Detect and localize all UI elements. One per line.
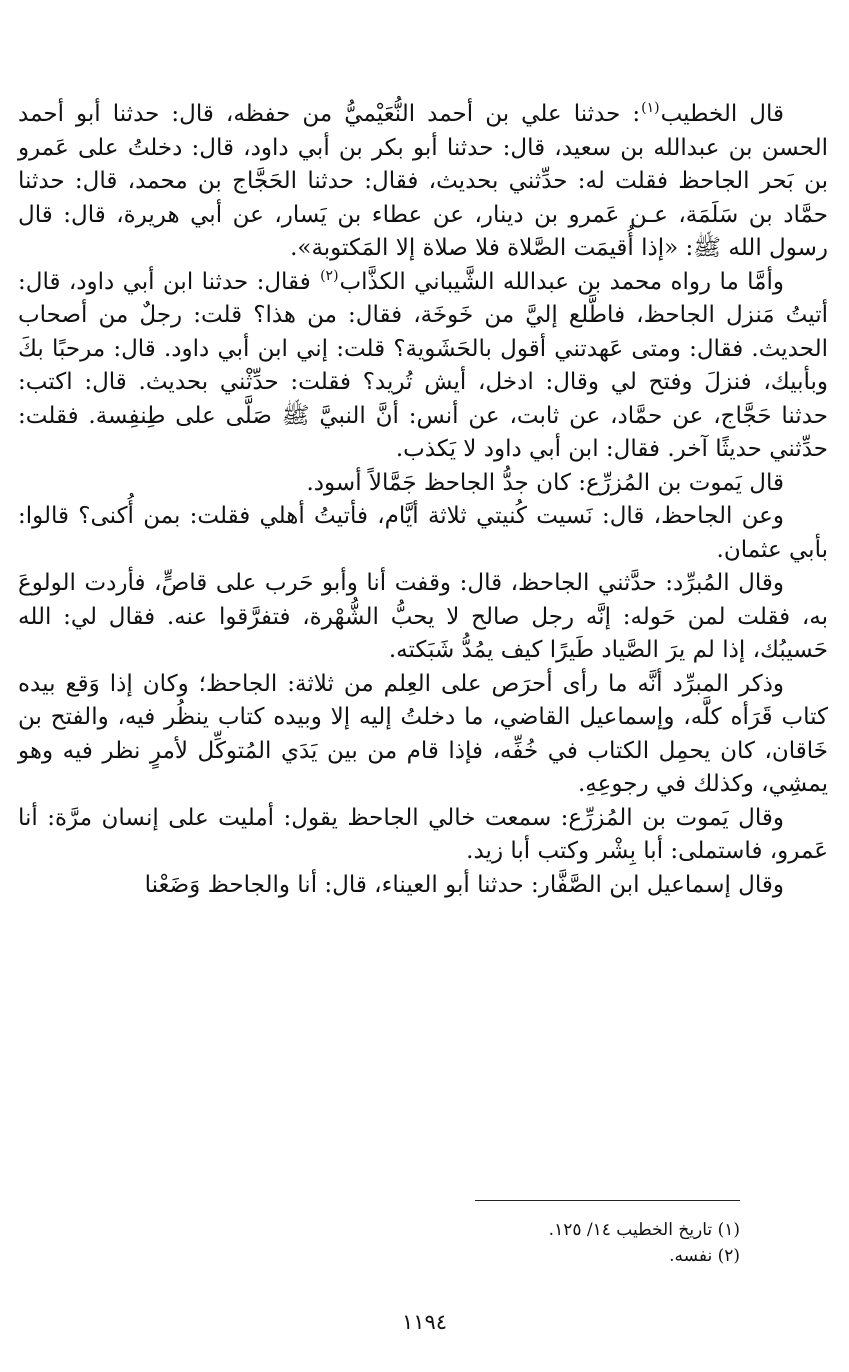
paragraph-text: وقال يَموت بن المُزرِّع: سمعت خالي الجاحظ يقول: أمليت على إنسان مرَّة: أنا عَمرو، فاستملى: أبا بِشْر وكتب أبا زيد. (18, 804, 828, 864)
book-page (18, 0, 828, 1372)
paragraph-text: قال يَموت بن المُزرِّع: كان جدُّ الجاحظ جَمَّالاً أسود. (306, 469, 784, 496)
paragraph (18, 98, 828, 266)
paragraph-text: وعن الجاحظ، قال: نَسيت كُنيتي ثلاثة أيَّام، فأتيتُ أهلي فقلت: بمن أُكنى؟ قالوا: بأبي عثمان. (18, 503, 828, 563)
paragraph-text: وقال إسماعيل ابن الصَّفَّار: حدثنا أبو العيناء، قال: أنا والجاحظ وَضَعْنا (144, 871, 784, 898)
footnote-text: نفسه. (669, 1246, 713, 1266)
paragraph (18, 266, 828, 467)
footnote-number: (٢) (717, 1246, 740, 1266)
footnote-text: تاريخ الخطيب ١٤/ ١٢٥. (548, 1220, 713, 1240)
footnote-separator (475, 1200, 740, 1201)
paragraph-text: فقال: حدثنا ابن أبي داود، قال: أتيتُ مَنزل الجاحظ، فاطَّلع إليَّ من خَوخَة، فقال: من هذا؟ قلت: رجلٌ من أصحاب الحديث. فقال: ومتى عَهدتني أقول بالحَشَوية؟ قلت: إني ابن أبي داود. قال: مرحبًا بكَ وبأبيك، فنزلَ وفتح لي وقال: ادخل، أيش تُريد؟ فقلت: حدِّثْني بحديث. قال: اكتب: حدثنا حَجَّاج، عن حمَّاد، عن ثابت، عن أنس: أنَّ النبيَّ ﷺ صَلَّى على طِنفِسة. فقلت: حدِّثني حديثًا آخر. فقال: ابن أبي داود لا يَكذب. (18, 268, 828, 462)
paragraph (18, 567, 828, 668)
paragraph (18, 802, 828, 869)
footnote (320, 1217, 740, 1243)
footnote-marker: (١) (641, 100, 660, 117)
footnote (320, 1243, 740, 1269)
paragraph-text: : حدثنا علي بن أحمد النُّعَيْميُّ من حفظه، قال: حدثنا أبو أحمد الحسن بن عبدالله بن سعيد، قال: حدثنا أبو بكر بن أبي داود، قال: دخلتُ على عَمرو بن بَحر الجاحظ فقلت له: حدِّثني بحديث، فقال: حدثنا الحَجَّاج بن محمد، قال: حدثنا حمَّاد بن سَلَمَة، عـن عَمرو بن دينار، عن عطاء بن يَسار، عن أبي هريرة، قال: قال رسول الله ﷺ: «إذا أُقيمَت الصَّلاة فلا صلاة إلا المَكتوبة». (18, 101, 828, 261)
paragraph (18, 869, 828, 903)
paragraph-text: وأمَّا ما رواه محمد بن عبدالله الشَّيباني الكذَّاب (339, 268, 785, 295)
footnotes (320, 1217, 740, 1269)
paragraph (18, 668, 828, 802)
footnote-number: (١) (717, 1220, 740, 1240)
paragraph (18, 467, 828, 501)
paragraph (18, 500, 828, 567)
paragraph-text: وقال المُبرِّد: حدَّثني الجاحظ، قال: وقفت أنا وأبو حَرب على قاصٍّ، فأردت الولوعَ به، فقلت لمن حَوله: إنَّه رجل صالح لا يحبُّ الشُّهْرة، فتفرَّقوا عنه. فقال لي: الله حَسيبُك، إذا لم يرَ الصَّياد طَيرًا كيف يمُدُّ شَبَكته. (18, 570, 828, 663)
main-text (18, 98, 828, 902)
paragraph-text: وذكر المبرِّد أنَّه ما رأى أحرَص على العِلم من ثلاثة: الجاحظ؛ وكان إذا وَقع بيده كتاب قَرَأه كلَّه، وإسماعيل القاضي، ما دخلتُ إليه إلا وبيده كتاب ينظُر فيه، والفتح بن خَاقان، كان يحمِل الكتاب في خُفِّه، فإذا قام من بين يَدَي المُتوكِّل لأمرٍ نظر فيه وهو يمشِي، وكذلك في رجوعِهِ. (18, 670, 828, 797)
footnote-marker: (٢) (320, 267, 339, 284)
paragraph-text: قال الخطيب (660, 101, 784, 127)
page-number: ١١٩٤ (401, 1310, 448, 1334)
